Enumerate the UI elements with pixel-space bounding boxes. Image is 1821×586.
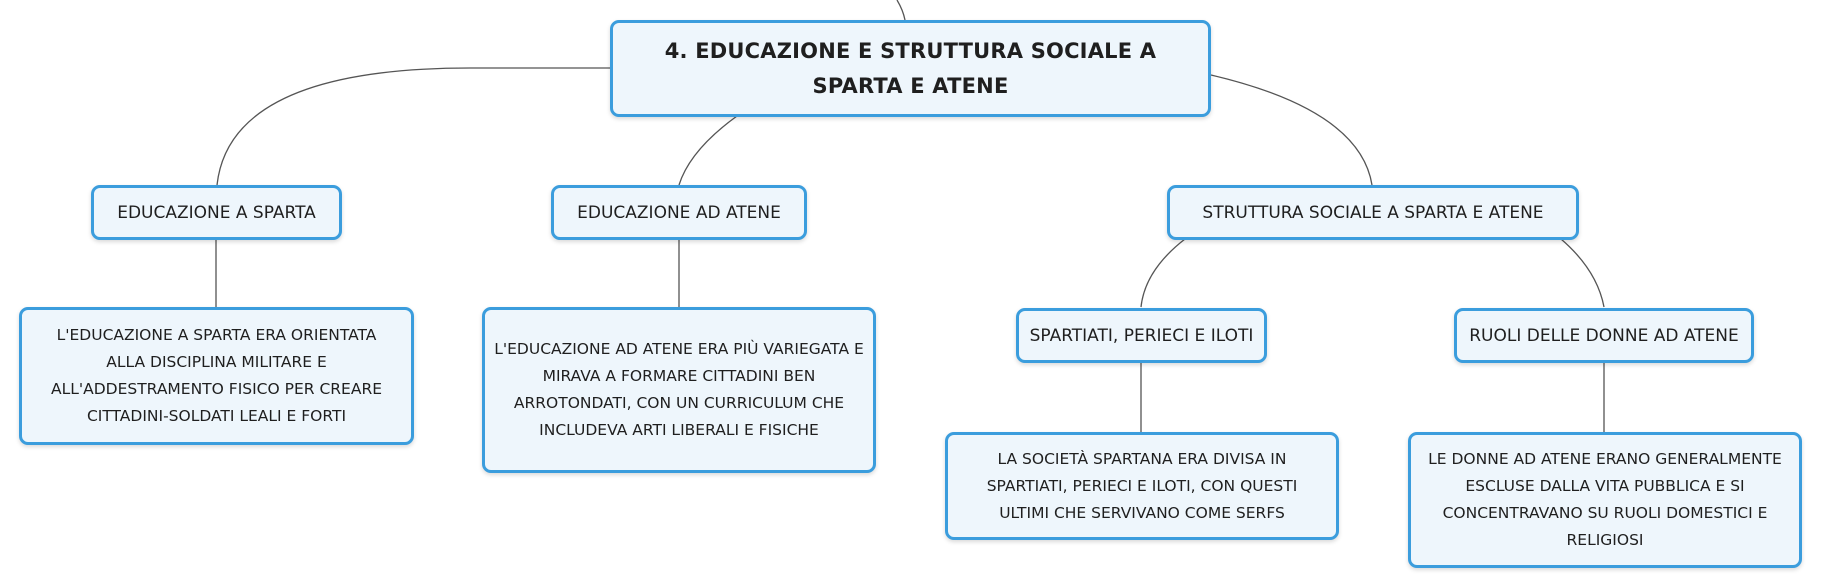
detail-athens-education[interactable] <box>482 307 876 473</box>
detail-women-text: LE DONNE AD ATENE ERANO GENERALMENTE ESCLUSE DALLA VITA PUBBLICA E SI CONCENTRAVANO SU RUOLI DOMESTICI E RELIGIOSI <box>1428 450 1782 549</box>
detail-sparta-education[interactable] <box>19 307 414 445</box>
root-topic[interactable] <box>610 20 1211 117</box>
connector-social-structure-women <box>1561 239 1604 307</box>
subtopic-women[interactable] <box>1454 308 1754 363</box>
connector-root-social-structure <box>1211 75 1372 185</box>
detail-women[interactable] <box>1408 432 1802 568</box>
connector-parent-root <box>897 0 905 20</box>
topic-sparta-education[interactable] <box>91 185 342 240</box>
topic-sparta-education-label: EDUCAZIONE A SPARTA <box>117 202 316 223</box>
connector-root-sparta-education <box>217 68 610 185</box>
topic-social-structure[interactable] <box>1167 185 1579 240</box>
detail-sparta-education-text: L'EDUCAZIONE A SPARTA ERA ORIENTATA ALLA DISCIPLINA MILITARE E ALL'ADDESTRAMENTO FISICO PER CREARE CITTADINI-SOLDATI LEALI E FORTI <box>50 326 383 425</box>
detail-athens-education-text: L'EDUCAZIONE AD ATENE ERA PIÙ VARIEGATA E MIRAVA A FORMARE CITTADINI BEN ARROTONDATI, CON UN CURRICULUM CHE INCLUDEVA ARTI LIBERALI E FISICHE <box>494 340 864 439</box>
topic-athens-education-label: EDUCAZIONE AD ATENE <box>577 202 781 223</box>
detail-classes-text: LA SOCIETÀ SPARTANA ERA DIVISA IN SPARTIATI, PERIECI E ILOTI, CON QUESTI ULTIMI CHE SERVIVANO COME SERFS <box>986 449 1298 522</box>
topic-social-structure-label: STRUTTURA SOCIALE A SPARTA E ATENE <box>1202 202 1544 223</box>
connector-social-structure-classes <box>1141 239 1185 307</box>
subtopic-women-label: RUOLI DELLE DONNE AD ATENE <box>1469 325 1739 346</box>
topic-athens-education[interactable] <box>551 185 807 240</box>
detail-classes[interactable] <box>945 432 1339 540</box>
subtopic-classes-label: SPARTIATI, PERIECI E ILOTI <box>1029 325 1254 346</box>
connector-root-athens-education <box>679 116 737 185</box>
subtopic-classes[interactable] <box>1016 308 1267 363</box>
root-topic-label: 4. EDUCAZIONE E STRUTTURA SOCIALE A SPARTA E ATENE <box>664 38 1157 98</box>
